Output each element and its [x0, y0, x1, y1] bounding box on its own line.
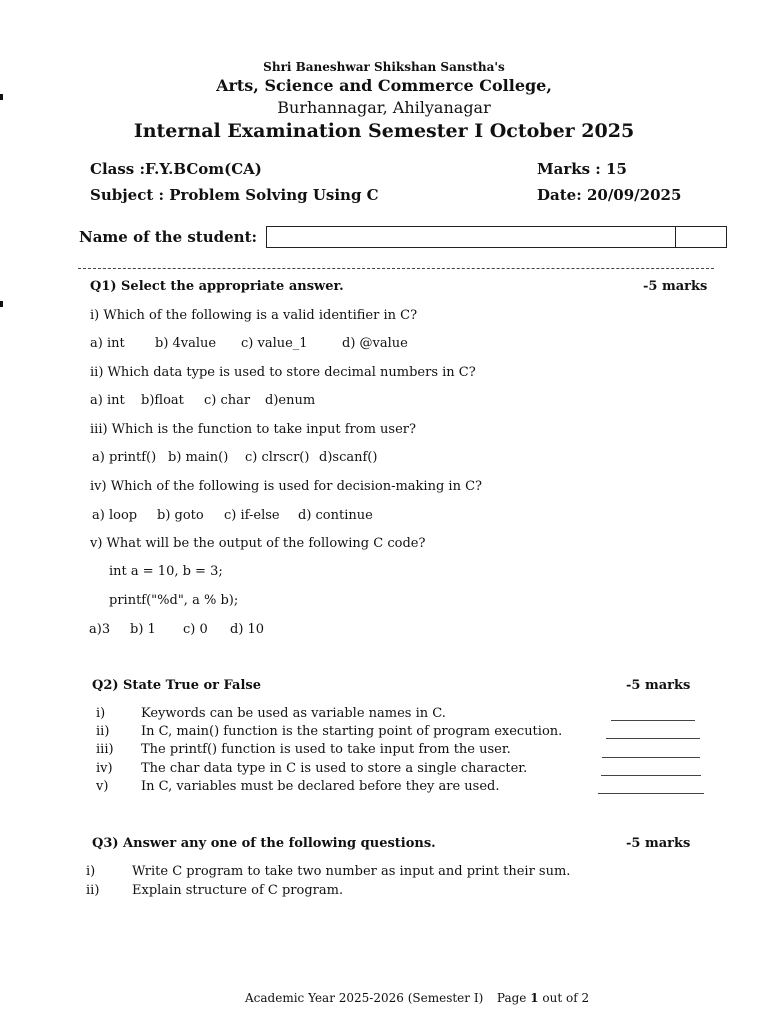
q1-1-option-c: c) value_1	[241, 336, 308, 351]
q1-4-option-c: c) if-else	[224, 508, 280, 523]
q1-5-code-line-2: printf("%d", a % b);	[109, 593, 239, 608]
page-footer	[245, 991, 589, 1005]
edge-mark	[0, 301, 3, 307]
society-name: Shri Baneshwar Shikshan Sanstha's	[263, 60, 505, 74]
q1-question-3: iii) Which is the function to take input from user?	[90, 422, 416, 437]
q1-3-option-c: c) clrscr()	[245, 450, 310, 465]
q2-answer-blank-2[interactable]	[606, 738, 700, 739]
page-number: 1	[530, 991, 539, 1005]
q2-marks: -5 marks	[626, 678, 691, 693]
q1-3-option-b: b) main()	[168, 450, 229, 465]
q2-answer-blank-1[interactable]	[611, 720, 695, 721]
class-label: Class :F.Y.BCom(CA)	[90, 160, 262, 178]
q1-1-option-b: b) 4value	[155, 336, 217, 351]
q1-5-option-a: a)3	[89, 622, 111, 637]
q1-5-option-c: c) 0	[183, 622, 208, 637]
q2-item-1-text: Keywords can be used as variable names in C.	[141, 706, 446, 721]
q2-answer-blank-5[interactable]	[598, 793, 704, 794]
q2-item-3-num: iii)	[96, 742, 114, 757]
q3-heading: Q3) Answer any one of the following questions.	[92, 836, 436, 851]
q2-item-4-num: iv)	[96, 761, 113, 776]
subject-label: Subject : Problem Solving Using C	[90, 186, 379, 204]
college-name: Arts, Science and Commerce College,	[216, 76, 552, 95]
q2-answer-blank-3[interactable]	[602, 757, 700, 758]
q1-question-4: iv) Which of the following is used for decision-making in C?	[90, 479, 482, 494]
page-label: Page	[496, 991, 527, 1005]
q2-item-1-num: i)	[96, 706, 106, 721]
q1-heading: Q1) Select the appropriate answer.	[90, 279, 344, 294]
page-total: out of 2	[542, 991, 590, 1005]
q2-heading: Q2) State True or False	[92, 678, 262, 693]
q2-answer-blank-4[interactable]	[601, 775, 701, 776]
name-field-divider	[675, 227, 676, 247]
q2-item-5-text: In C, variables must be declared before they are used.	[141, 779, 500, 794]
date-label: Date: 20/09/2025	[537, 186, 682, 204]
q2-item-2-num: ii)	[96, 724, 110, 739]
q2-item-4-text: The char data type in C is used to store a single character.	[141, 761, 528, 776]
q1-question-1: i) Which of the following is a valid identifier in C?	[90, 308, 418, 323]
q1-question-5: v) What will be the output of the following C code?	[90, 536, 426, 551]
q1-3-option-a: a) printf()	[92, 450, 157, 465]
q2-item-2-text: In C, main() function is the starting point of program execution.	[141, 724, 563, 739]
student-name-field[interactable]	[266, 226, 727, 248]
marks-label: Marks : 15	[537, 160, 627, 178]
q3-item-2-text: Explain structure of C program.	[132, 883, 344, 898]
college-location: Burhannagar, Ahilyanagar	[277, 98, 491, 117]
academic-year: Academic Year 2025-2026 (Semester I)	[245, 991, 484, 1005]
dashed-divider	[78, 268, 714, 269]
q1-3-option-d: d)scanf()	[319, 450, 378, 465]
q3-item-2-num: ii)	[86, 883, 100, 898]
q1-5-code-line-1: int a = 10, b = 3;	[109, 564, 223, 579]
q1-2-option-b: b)float	[141, 393, 184, 408]
q1-2-option-d: d)enum	[265, 393, 316, 408]
q1-4-option-a: a) loop	[92, 508, 138, 523]
q1-1-option-a: a) int	[90, 336, 125, 351]
q2-item-5-num: v)	[96, 779, 109, 794]
q1-5-option-b: b) 1	[130, 622, 156, 637]
q3-item-1-num: i)	[86, 864, 96, 879]
q1-4-option-d: d) continue	[298, 508, 373, 523]
q1-marks: -5 marks	[643, 279, 708, 294]
q2-item-3-text: The printf() function is used to take input from the user.	[141, 742, 511, 757]
q3-marks: -5 marks	[626, 836, 691, 851]
q1-1-option-d: d) @value	[342, 336, 408, 351]
q3-item-1-text: Write C program to take two number as input and print their sum.	[132, 864, 571, 879]
q1-question-2: ii) Which data type is used to store decimal numbers in C?	[90, 365, 476, 380]
q1-4-option-b: b) goto	[157, 508, 204, 523]
q1-2-option-a: a) int	[90, 393, 125, 408]
q1-2-option-c: c) char	[204, 393, 251, 408]
q1-5-option-d: d) 10	[230, 622, 265, 637]
student-name-label: Name of the student:	[79, 228, 258, 246]
exam-title: Internal Examination Semester I October 2025	[133, 120, 635, 142]
